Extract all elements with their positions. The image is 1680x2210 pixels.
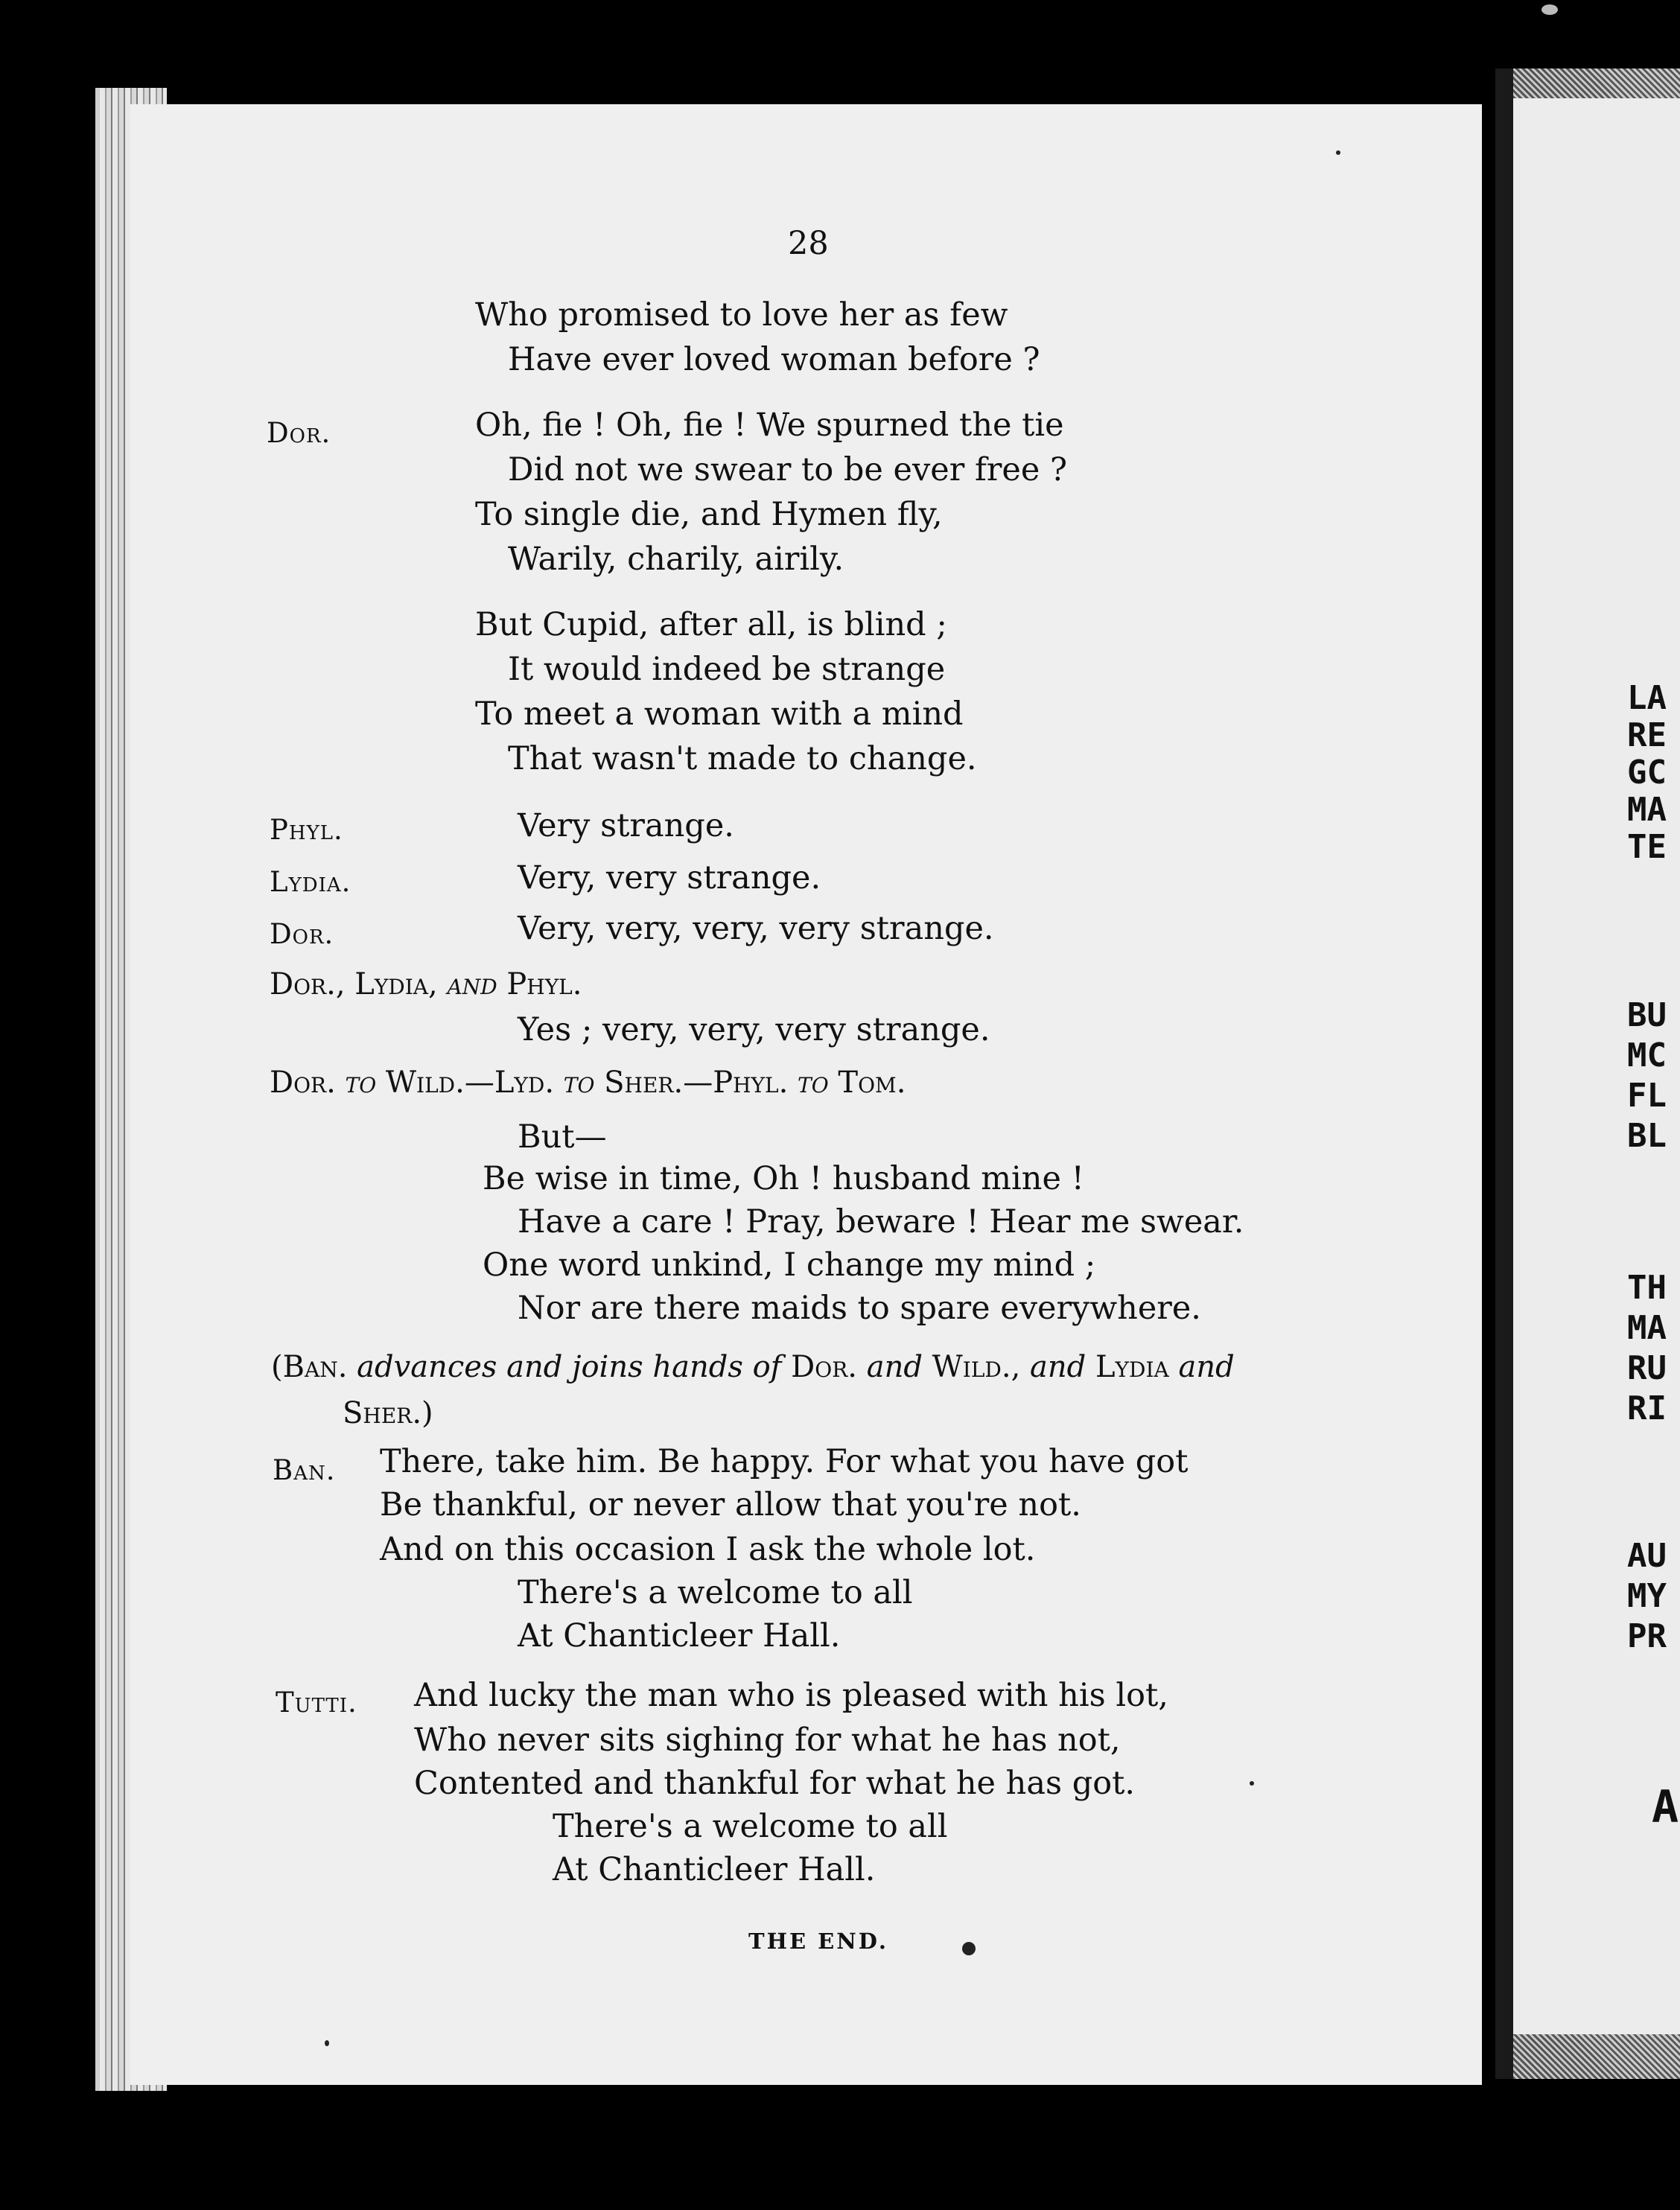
speaker-label: Dor. xyxy=(267,417,331,449)
verse-line: Very, very, very, very strange. xyxy=(518,910,994,947)
stage-direction-text: Wild.—Lyd. xyxy=(385,1066,555,1100)
facing-fragment: MY xyxy=(1627,1577,1667,1615)
stage-direction-text: Dor., Lydia, xyxy=(270,967,438,1001)
verse-line: To meet a woman with a mind xyxy=(475,695,964,733)
verse-line: Oh, fie ! Oh, fie ! We spurned the tie xyxy=(475,407,1064,444)
verse-line: Contented and thankful for what he has got. xyxy=(414,1765,1136,1802)
ink-speck xyxy=(1336,150,1340,155)
stage-direction-italic: and xyxy=(447,967,497,1001)
verse-line: Very strange. xyxy=(518,807,734,844)
verse-line: Warily, charily, airily. xyxy=(508,541,844,578)
verse-line: There's a welcome to all xyxy=(553,1808,948,1845)
stage-direction-italic: to xyxy=(563,1066,595,1100)
verse-line: And on this occasion I ask the whole lot. xyxy=(380,1531,1036,1568)
verse-line: But Cupid, after all, is blind ; xyxy=(475,606,947,643)
facing-page-hatch-top xyxy=(1513,69,1680,98)
facing-fragment: RU xyxy=(1627,1349,1667,1387)
facing-fragment: MA xyxy=(1627,1309,1667,1347)
ink-speck xyxy=(1250,1781,1254,1786)
speaker-label: Phyl. xyxy=(270,814,343,846)
ink-speck xyxy=(1541,4,1558,15)
stage-direction-text: (Ban. xyxy=(271,1350,348,1384)
the-end-label: THE END. xyxy=(748,1929,889,1954)
speaker-label: Lydia. xyxy=(270,866,351,898)
verse-line: There, take him. Be happy. For what you have got xyxy=(380,1443,1189,1480)
verse-line: It would indeed be strange xyxy=(508,651,946,688)
verse-line: Very, very strange. xyxy=(518,859,821,897)
stage-direction xyxy=(270,1068,906,1098)
verse-line: There's a welcome to all xyxy=(518,1574,913,1611)
facing-page-hatch-bottom xyxy=(1513,2034,1680,2079)
facing-fragment: RI xyxy=(1627,1389,1667,1427)
stage-direction-text: Sher.—Phyl. xyxy=(604,1066,789,1100)
ink-speck xyxy=(325,2040,329,2046)
verse-line: Yes ; very, very, very strange. xyxy=(518,1011,990,1048)
facing-fragment: AU xyxy=(1627,1537,1667,1575)
facing-fragment: RE xyxy=(1627,716,1667,754)
stage-direction-text: Wild., xyxy=(932,1350,1021,1384)
stage-direction-text: Dor. xyxy=(270,1066,336,1100)
facing-fragment: FL xyxy=(1627,1077,1667,1115)
facing-fragment: PR xyxy=(1627,1617,1667,1655)
stage-direction xyxy=(271,1352,1235,1382)
facing-fragment: MC xyxy=(1627,1036,1667,1074)
page-number: 28 xyxy=(788,225,829,262)
verse-line: Be wise in time, Oh ! husband mine ! xyxy=(483,1160,1084,1197)
verse-line: That wasn't made to change. xyxy=(508,740,977,777)
verse-line: But— xyxy=(518,1118,607,1156)
facing-fragment: GC xyxy=(1627,754,1667,792)
verse-line: To single die, and Hymen fly, xyxy=(475,496,943,533)
verse-line: Who promised to love her as few xyxy=(475,296,1008,334)
stage-direction-italic: to xyxy=(345,1066,377,1100)
stage-direction-italic: advances and joins hands of xyxy=(357,1350,782,1384)
facing-fragment: BL xyxy=(1627,1117,1667,1155)
stage-direction-text: Sher.) xyxy=(343,1396,433,1430)
verse-line: At Chanticleer Hall. xyxy=(518,1617,841,1655)
facing-fragment: LA xyxy=(1627,679,1667,717)
facing-fragment: BU xyxy=(1627,996,1667,1034)
stage-direction-italic: and xyxy=(1030,1350,1086,1384)
speaker-label: Ban. xyxy=(273,1454,336,1486)
verse-line: Have ever loved woman before ? xyxy=(508,341,1040,378)
verse-line: Have a care ! Pray, beware ! Hear me swear. xyxy=(518,1203,1244,1241)
stage-direction-text: Phyl. xyxy=(506,967,582,1001)
facing-fragment: MA xyxy=(1627,791,1667,829)
verse-line: One word unkind, I change my mind ; xyxy=(483,1246,1096,1284)
stage-direction-text: Lydia xyxy=(1095,1350,1169,1384)
stage-direction-text: Tom. xyxy=(838,1066,906,1100)
verse-line: At Chanticleer Hall. xyxy=(553,1851,876,1888)
verse-line: Be thankful, or never allow that you're not. xyxy=(380,1486,1081,1523)
verse-line: Did not we swear to be ever free ? xyxy=(508,451,1068,488)
speaker-label: Tutti. xyxy=(276,1687,357,1719)
speaker-label: Dor. xyxy=(270,918,334,950)
verse-line: And lucky the man who is pleased with his lot, xyxy=(414,1677,1168,1714)
facing-fragment: TE xyxy=(1627,828,1667,866)
facing-fragment: A xyxy=(1652,1781,1679,1833)
verse-line: Nor are there maids to spare everywhere. xyxy=(518,1290,1201,1327)
verse-line: Who never sits sighing for what he has not, xyxy=(414,1722,1121,1759)
ink-speck xyxy=(962,1942,976,1955)
stage-direction xyxy=(270,969,582,999)
stage-direction-italic: and xyxy=(866,1350,923,1384)
stage-direction-text: Dor. xyxy=(791,1350,857,1384)
stage-direction-italic: to xyxy=(798,1066,829,1100)
facing-fragment: TH xyxy=(1627,1269,1667,1307)
stage-direction-italic: and xyxy=(1178,1350,1235,1384)
